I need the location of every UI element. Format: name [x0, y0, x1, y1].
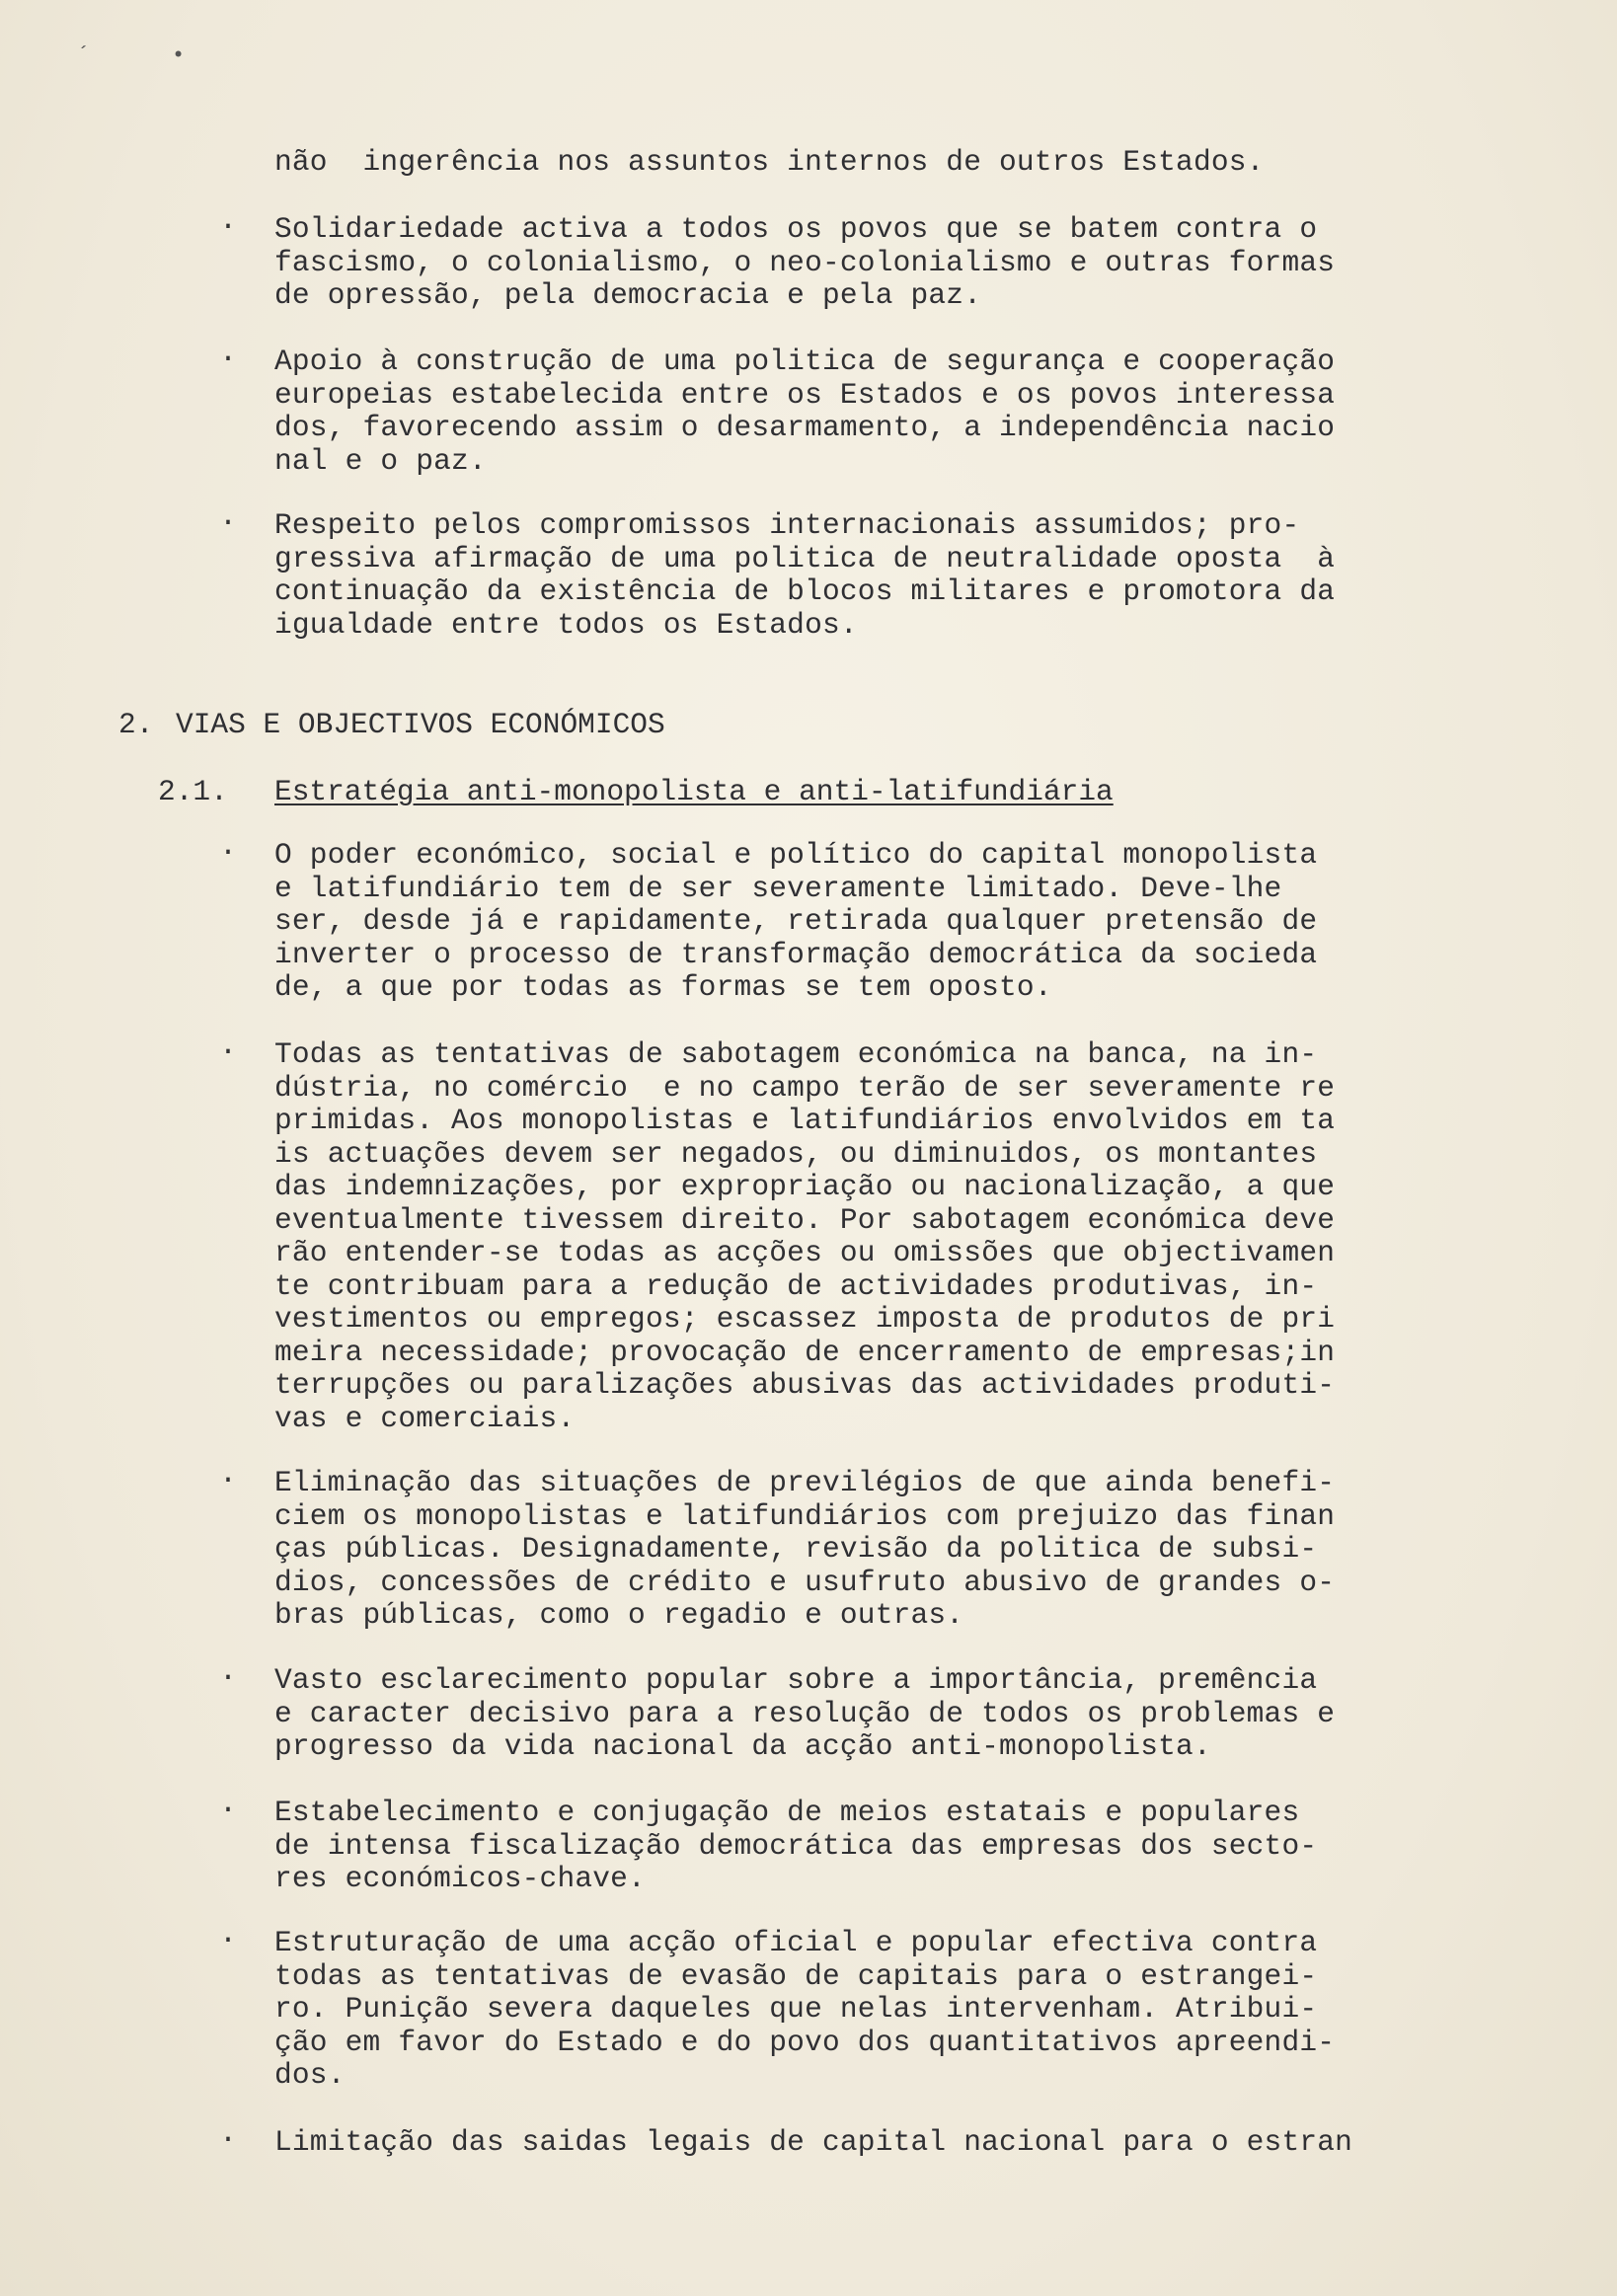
subsection-title: Estratégia anti-monopolista e anti-latifundiária [274, 775, 1114, 808]
paragraph-line: de, a que por todas as formas se tem oposto. [274, 970, 1052, 1004]
paragraph-line: primidas. Aos monopolistas e latifundiários envolvidos em ta [274, 1104, 1336, 1137]
paragraph-line: fascismo, o colonialismo, o neo-colonialismo e outras formas [274, 245, 1336, 279]
paragraph-line: ser, desde já e rapidamente, retirada qualquer pretensão de [274, 904, 1318, 938]
paragraph-line: res económicos-chave. [274, 1862, 646, 1895]
paragraph-line: ro. Punição severa daqueles que nelas intervenham. Atribui- [274, 1992, 1318, 2026]
paragraph-line: dos, favorecendo assim o desarmamento, a independência nacio [274, 411, 1336, 444]
paragraph-line: dos. [274, 2058, 346, 2092]
corner-mark: ´ [77, 43, 91, 68]
section-title: VIAS E OBJECTIVOS ECONÓMICOS [176, 708, 665, 741]
paragraph-line: ciem os monopolistas e latifundiários com prejuizo das finan [274, 1498, 1336, 1533]
paragraph-line: Estabelecimento e conjugação de meios estatais e populares [274, 1796, 1300, 1829]
paragraph-line: dústria, no comércio e no campo terão de ser severamente re [274, 1070, 1336, 1105]
paragraph-line: is actuações devem ser negados, ou diminuidos, os montantes [274, 1136, 1318, 1171]
bullet-point: . [219, 204, 238, 238]
bullet-point: . [219, 1458, 238, 1492]
bullet-point: . [219, 1918, 238, 1952]
paragraph-line: dios, concessões de crédito e usufruto abusivo de grandes o- [274, 1565, 1336, 1599]
paragraph-line: te contribuam para a redução de actividades produtivas, in- [274, 1268, 1318, 1303]
paragraph-line: vestimentos ou empregos; escassez imposta de produtos de pri [274, 1302, 1336, 1336]
paragraph-line: ças públicas. Designadamente, revisão da politica de subsi- [274, 1532, 1318, 1566]
paragraph-line: eventualmente tivessem direito. Por sabotagem económica deve [274, 1202, 1336, 1237]
paragraph-line: nal e o paz. [274, 443, 487, 478]
bullet-point: . [219, 1030, 238, 1063]
bullet-point: . [219, 337, 238, 370]
paragraph-line: gressiva afirmação de uma politica de neutralidade oposta à [274, 541, 1336, 575]
paragraph-line: todas as tentativas de evasão de capitais para o estrangei- [274, 1958, 1318, 1993]
paragraph-line: europeias estabelecida entre os Estados e os povos interessa [274, 377, 1336, 412]
paragraph-line: continuação da existência de blocos militares e promotora da [274, 574, 1336, 608]
paragraph-line: progresso da vida nacional da acção anti-monopolista. [274, 1729, 1211, 1763]
bullet-point: . [219, 2117, 238, 2151]
paragraph-line: Limitação das saidas legais de capital nacional para o estran [274, 2125, 1353, 2159]
paragraph-line: não ingerência nos assuntos internos de outros Estados. [274, 145, 1265, 179]
paragraph-line: Todas as tentativas de sabotagem económica na banca, na in- [274, 1037, 1318, 1071]
paragraph-line: O poder económico, social e político do capital monopolista [274, 838, 1318, 872]
paragraph-line: de intensa fiscalização democrática das empresas dos secto- [274, 1828, 1318, 1863]
paragraph-line: Vasto esclarecimento popular sobre a importância, premência [274, 1663, 1318, 1697]
paragraph-line: rão entender-se todas as acções ou omissões que objectivamen [274, 1236, 1336, 1269]
paragraph-line: bras públicas, como o regadio e outras. [274, 1598, 964, 1632]
paragraph-line: Estruturação de uma acção oficial e popular efectiva contra [274, 1926, 1318, 1959]
paragraph-line: Eliminação das situações de previlégios de que ainda benefi- [274, 1466, 1336, 1499]
paragraph-line: inverter o processo de transformação democrática da socieda [274, 937, 1318, 971]
paragraph-line: ção em favor do Estado e do povo dos quantitativos apreendi- [274, 2025, 1336, 2059]
paragraph-line: e caracter decisivo para a resolução de todos os problemas e [274, 1696, 1336, 1730]
paragraph-line: de opressão, pela democracia e pela paz. [274, 278, 982, 312]
paragraph-line: Solidariedade activa a todos os povos que se batem contra o [274, 212, 1318, 246]
paragraph-line: vas e comerciais. [274, 1401, 576, 1435]
section-number: 2. [118, 708, 154, 741]
bullet-point: . [219, 1655, 238, 1689]
paragraph-line: das indemnizações, por expropriação ou nacionalização, a que [274, 1170, 1336, 1203]
paragraph-line: Apoio à construção de uma politica de segurança e cooperação [274, 344, 1336, 378]
paragraph-line: terrupções ou paralizações abusivas das actividades produti- [274, 1368, 1336, 1402]
bullet-point: . [219, 1788, 238, 1821]
paragraph-line: e latifundiário tem de ser severamente limitado. Deve-lhe [274, 871, 1282, 905]
corner-mark: • [172, 43, 186, 68]
paragraph-line: igualdade entre todos os Estados. [274, 607, 858, 642]
paragraph-line: Respeito pelos compromissos internacionais assumidos; pro- [274, 508, 1300, 542]
subsection-number: 2.1. [158, 775, 228, 808]
bullet-point: . [219, 500, 238, 534]
paragraph-line: meira necessidade; provocação de encerramento de empresas;in [274, 1335, 1336, 1369]
bullet-point: . [219, 830, 238, 864]
